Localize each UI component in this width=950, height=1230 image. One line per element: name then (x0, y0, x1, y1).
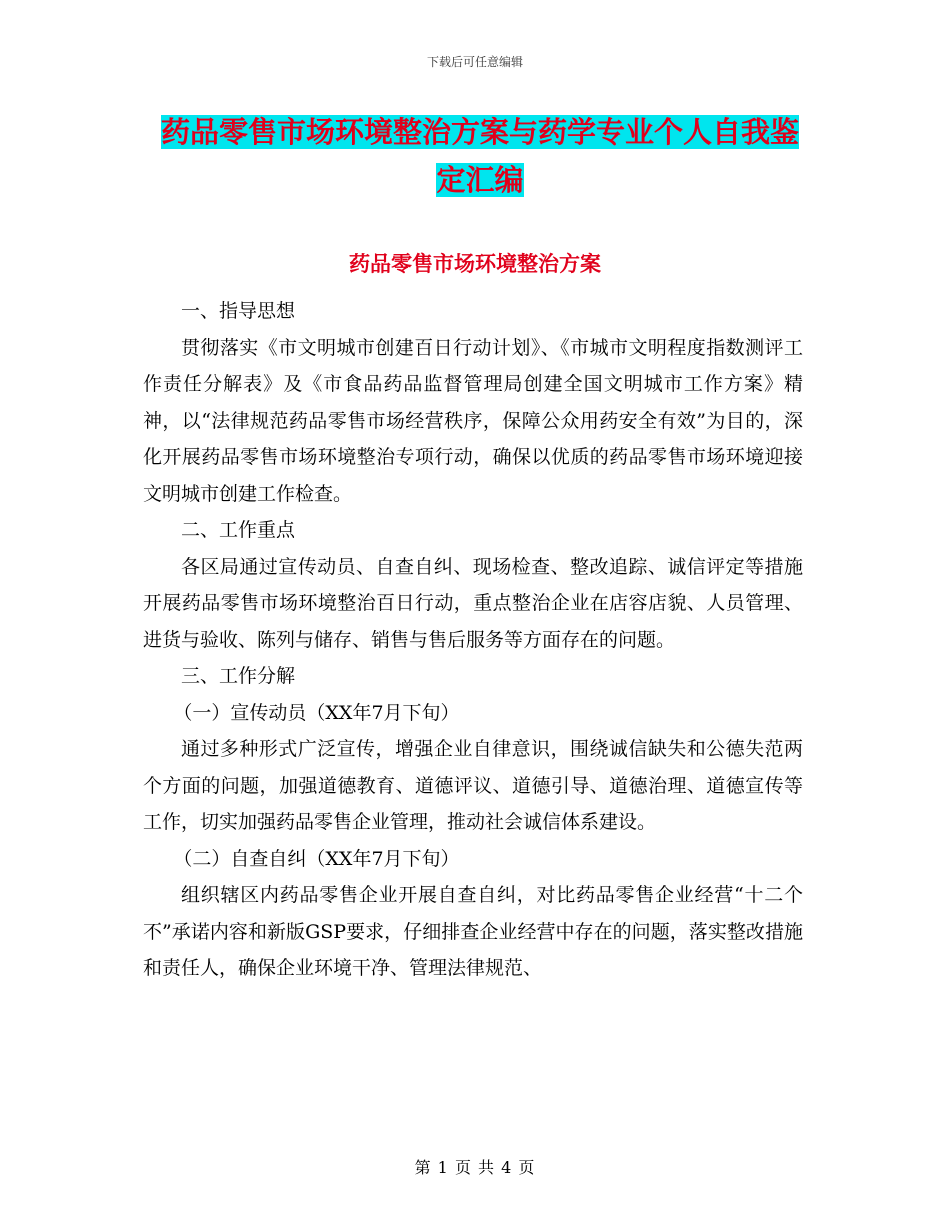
section-title: 药品零售市场环境整治方案 (349, 252, 601, 276)
subheading-self-inspection: （二）自查自纠（XX年7月下旬） (173, 847, 460, 870)
document-body (143, 293, 803, 987)
paragraph-work-focus: 各区局通过宣传动员、自查自纠、现场检查、整改追踪、诚信评定等措施开展药品零售市场环境整治百日行动，重点整治企业在店容店貌、人员管理、进货与验收、陈列与储存、销售与售后服务等方面存在的问题。 (143, 555, 803, 651)
heading-work-breakdown: 三、工作分解 (181, 665, 296, 687)
heading-work-focus: 二、工作重点 (181, 519, 296, 541)
page-footer: 第 1 页 共 4 页 (414, 1158, 536, 1177)
document-title (150, 108, 810, 204)
paragraph-guiding-ideology: 贯彻落实《市文明城市创建百日行动计划》、《市城市文明程度指数测评工作责任分解表》及《市食品药品监督管理局创建全国文明城市工作方案》精神，以“法律规范药品零售市场经营秩序，保障公众用药安全有效”为目的，深化开展药品零售市场环境整治专项行动，确保以优质的药品零售市场环境迎接文明城市创建工作检查。 (143, 336, 803, 505)
paragraph-publicity: 通过多种形式广泛宣传，增强企业自律意识，围绕诚信缺失和公德失范两个方面的问题，加强道德教育、道德评议、道德引导、道德治理、道德宣传等工作，切实加强药品零售企业管理，推动社会诚信体系建设。 (143, 738, 803, 833)
document-title-text: 药品零售市场环境整治方案与药学专业个人自我鉴定汇编 (160, 115, 799, 197)
paragraph-self-inspection: 组织辖区内药品零售企业开展自查自纠，对比药品零售企业经营“十二个不”承诺内容和新版GSP要求，仔细排查企业经营中存在的问题，落实整改措施和责任人，确保企业环境干净、管理法律规范、 (143, 884, 803, 979)
header-note: 下载后可任意编辑 (426, 55, 523, 69)
heading-guiding-ideology: 一、指导思想 (181, 300, 296, 322)
subheading-publicity: （一）宣传动员（XX年7月下旬） (173, 701, 460, 724)
